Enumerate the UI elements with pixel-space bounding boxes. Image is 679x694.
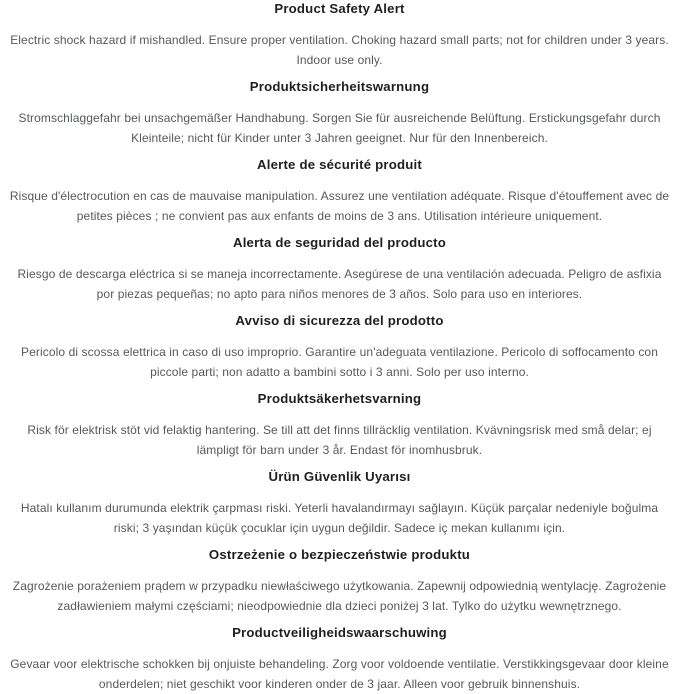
section-body-text: Hatalı kullanım durumunda elektrik çarpması riski. Yeterli havalandırmayı sağlayın. Küçük parçalar nedeniyle boğulma riski; 3 yaşından küçük çocuklar için uygun değildir. Sadece iç mekan kullanımı için. (20, 501, 659, 535)
section-heading: Produktsäkerhetsvarning (257, 391, 422, 406)
section-heading: Alerte de sécurité produit (257, 157, 422, 172)
section-body-text: Risk för elektrisk stöt vid felaktig hantering. Se till att det finns tillräcklig ventilation. Kvävningsrisk med små delar; ej lämpligt för barn under 3 år. Endast för inomhusbruk. (27, 423, 652, 457)
section-body-text: Pericolo di scossa elettrica in caso di uso improprio. Garantire un'adeguata ventilazione. Pericolo di soffocamento con piccole parti; non adatto a bambini sotto i 3 anni. Solo per uso interno. (21, 345, 658, 379)
safety-alert-section (9, 313, 670, 382)
safety-alert-section (9, 391, 670, 460)
section-body-text: Electric shock hazard if mishandled. Ensure proper ventilation. Choking hazard small parts; not for children under 3 years. Indoor use only. (10, 33, 669, 67)
safety-alert-section (9, 157, 670, 226)
section-heading: Productveiligheidswaarschuwing (232, 625, 447, 640)
section-body-text: Zagrożenie porażeniem prądem w przypadku niewłaściwego użytkowania. Zapewnij odpowiednią wentylację. Zagrożenie zadławieniem małymi częściami; nieodpowiednie dla dzieci poniżej 3 lat. Tylko do użytku wewnętrznego. (12, 579, 667, 613)
safety-alert-section (9, 547, 670, 616)
section-heading: Ürün Güvenlik Uyarısı (268, 469, 411, 484)
section-body-text: Stromschlaggefahr bei unsachgemäßer Handhabung. Sorgen Sie für ausreichende Belüftung. Erstickungsgefahr durch Kleinteile; nicht für Kinder unter 3 Jahren geeignet. Nur für den Innenbereich. (18, 111, 661, 145)
safety-alert-section (9, 79, 670, 148)
section-heading: Alerta de seguridad del producto (232, 235, 447, 250)
section-heading: Avviso di sicurezza del prodotto (235, 313, 444, 328)
section-body-text: Risque d'électrocution en cas de mauvaise manipulation. Assurez une ventilation adéquate. Risque d'étouffement avec de petites pièces ; ne convient pas aux enfants de moins de 3 ans. Utilisation intérieure uniquement. (9, 189, 670, 223)
section-body-text: Riesgo de descarga eléctrica si se maneja incorrectamente. Asegúrese de una ventilación adecuada. Peligro de asfixia por piezas pequeñas; no apto para niños menores de 3 años. Solo para uso en interiores. (17, 267, 662, 301)
safety-alert-section (9, 1, 670, 70)
safety-alert-section (9, 625, 670, 694)
section-heading: Ostrzeżenie o bezpieczeństwie produktu (208, 547, 471, 562)
safety-alert-section (9, 235, 670, 304)
safety-alert-section (9, 469, 670, 538)
section-heading: Product Safety Alert (274, 1, 405, 16)
section-body-text: Gevaar voor elektrische schokken bij onjuiste behandeling. Zorg voor voldoende ventilatie. Verstikkingsgevaar door kleine onderdelen; niet geschikt voor kinderen onder de 3 jaar. Alleen voor gebruik binnenshuis. (10, 657, 669, 691)
section-heading: Produktsicherheitswarnung (249, 79, 430, 94)
